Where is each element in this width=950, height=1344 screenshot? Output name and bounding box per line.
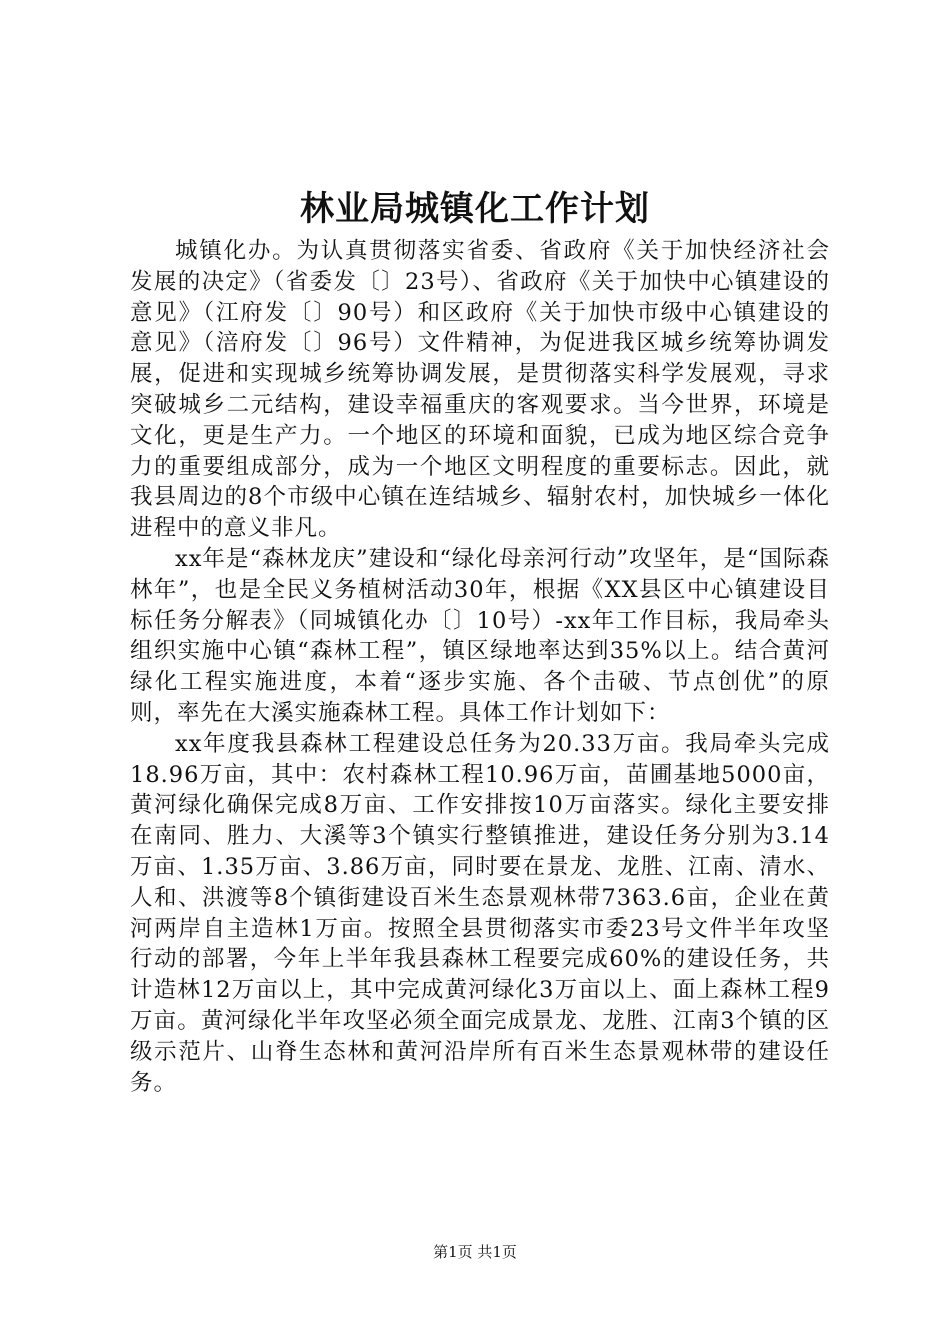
paragraph-3: xx年度我县森林工程建设总任务为20.33万亩。我局牵头完成18.96万亩，其中：农村森林工程10.96万亩，苗圃基地5000亩，黄河绿化确保完成8万亩、工作安排按10万亩落实。绿化主要安排在南同、胜力、大溪等3个镇实行整镇推进，建设任务分别为3.14万亩、1.35万亩、3.86万亩，同时要在景龙、龙胜、江南、清水、人和、洪渡等8个镇街建设百米生态景观林带7363.6亩，企业在黄河两岸自主造林1万亩。按照全县贯彻落实市委23号文件半年攻坚行动的部署，今年上半年我县森林工程要完成60%的建设任务，共计造林12万亩以上，其中完成黄河绿化3万亩以上、面上森林工程9万亩。黄河绿化半年攻坚必须全面完成景龙、龙胜、江南3个镇的区级示范片、山脊生态林和黄河沿岸所有百米生态景观林带的建设任务。 xyxy=(130,730,830,1096)
document-title: 林业局城镇化工作计划 xyxy=(300,189,650,229)
document-body xyxy=(130,236,830,1098)
paragraph-1: 城镇化办。为认真贯彻落实省委、省政府《关于加快经济社会发展的决定》（省委发〔〕23号）、省政府《关于加快中心镇建设的意见》（江府发〔〕90号）和区政府《关于加快市级中心镇建设的意见》（涪府发〔〕96号）文件精神，为促进我区城乡统筹协调发展，促进和实现城乡统筹协调发展，是贯彻落实科学发展观，寻求突破城乡二元结构，建设幸福重庆的客观要求。当今世界，环境是文化，更是生产力。一个地区的环境和面貌，已成为地区综合竞争力的重要组成部分，成为一个地区文明程度的重要标志。因此，就我县周边的8个市级中心镇在连结城乡、辐射农村，加快城乡一体化进程中的意义非凡。 xyxy=(130,238,830,542)
page-footer: 第1页 共1页 xyxy=(433,1243,517,1261)
paragraph-2: xx年是“森林龙庆”建设和“绿化母亲河行动”攻坚年，是“国际森林年”，也是全民义务植树活动30年，根据《XX县区中心镇建设目标任务分解表》（同城镇化办〔〕10号）-xx年工作目标，我局牵头组织实施中心镇“森林工程”，镇区绿地率达到35%以上。结合黄河绿化工程实施进度，本着“逐步实施、各个击破、节点创优”的原则，率先在大溪实施森林工程。具体工作计划如下： xyxy=(130,545,830,726)
